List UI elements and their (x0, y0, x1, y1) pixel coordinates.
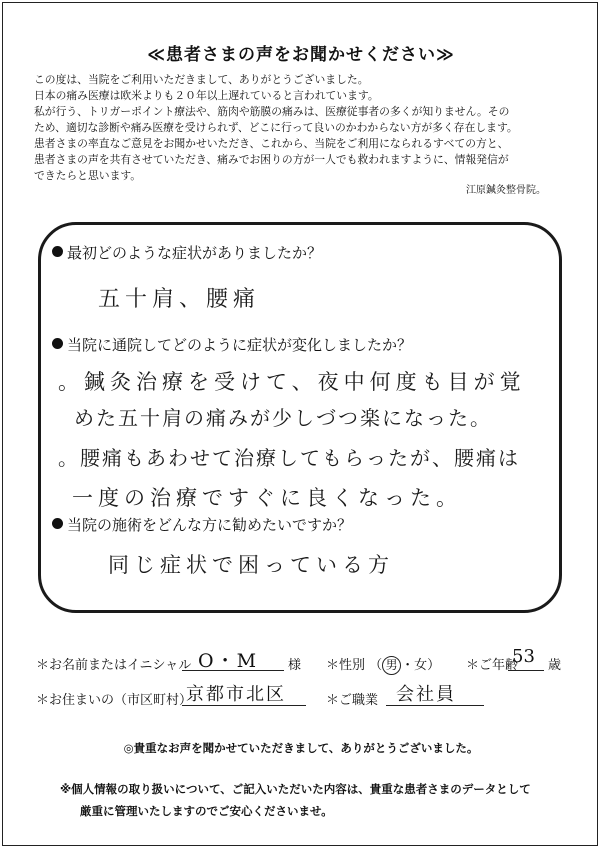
answer-1: 五十肩、腰痛 (98, 287, 261, 312)
answer-2-line: 。腰痛もあわせて治療してもらったが、腰痛は (58, 446, 520, 470)
thanks-text: ◎貴重なお声を聞かせていただきまして、ありがとうございました。 (123, 741, 479, 755)
bullet-icon (52, 518, 63, 529)
answer-2-line: 。鍼灸治療を受けて、夜中何度も目が覚 (58, 370, 526, 394)
privacy-notice (60, 778, 560, 822)
question-3 (52, 514, 352, 535)
intro-line: 患者さまの率直なご意見をお聞かせいただき、これから、当院をご利用になられるすべての方と、 (34, 137, 509, 150)
age-value: 53 (512, 646, 535, 667)
intro-text (34, 72, 564, 184)
gender-male-circled: 男 (382, 656, 401, 675)
name-value: O・M (198, 650, 259, 672)
gender-open: （ (369, 658, 383, 673)
gender-label: ＊性別 (326, 658, 366, 673)
address-underline (182, 705, 306, 706)
intro-line: 私が行う、トリガーポイント療法や、筋肉や筋膜の痛みは、医療従事者の多くが知りません。その (34, 105, 510, 118)
job-underline (386, 705, 484, 706)
question-3-text: 当院の施術をどんな方に勧めたいですか？ (67, 516, 353, 534)
bullet-icon (52, 338, 63, 349)
name-suffix: 様 (288, 658, 302, 673)
address-value: 京都市北区 (186, 684, 286, 705)
intro-line: できたらと思います。 (34, 169, 142, 182)
name-underline (182, 670, 284, 671)
clinic-signature: 江原鍼灸整骨院。 (466, 185, 546, 196)
question-2 (52, 334, 412, 355)
job-value: 会社員 (396, 684, 456, 705)
question-2-text: 当院に通院してどのように症状が変化しましたか？ (67, 336, 413, 354)
age-underline (508, 670, 544, 671)
name-label: ＊お名前またはイニシャル (36, 658, 192, 673)
intro-line: 患者さまの声を共有させていただき、痛みでお困りの方が一人でも救われますように、情報発信が (34, 153, 509, 166)
question-1 (52, 242, 322, 263)
address-label: ＊お住まいの（市区町村） (36, 693, 193, 708)
intro-line: 日本の痛み医療は欧米よりも２０年以上遅れていると言われています。 (34, 89, 379, 102)
gender-female: ・女） (401, 658, 441, 673)
intro-line: ため、適切な診断や痛み医療を受けられず、どこに行って良いのかわからない方が多く存在します。 (34, 121, 518, 134)
bullet-icon (52, 246, 63, 257)
question-1-text: 最初どのような症状がありましたか？ (67, 244, 323, 262)
age-suffix: 歳 (548, 658, 562, 673)
privacy-line-1: ※個人情報の取り扱いについて、ご記入いただいた内容は、貴重な患者さまのデータとして (60, 782, 531, 796)
privacy-line-2: 厳重に管理いたしますのでご安心くださいませ。 (80, 804, 333, 818)
intro-line: この度は、当院をご利用いただきまして、ありがとうございました。 (34, 73, 369, 86)
page-title: ≪患者さまの声をお聞かせください≫ (147, 45, 455, 65)
age-label: ＊ご年齢 (466, 658, 519, 673)
answer-2-line: 一度の治療ですぐに良くなった。 (72, 486, 462, 510)
answer-3: 同じ症状で困っている方 (108, 553, 394, 577)
job-label: ＊ご職業 (326, 693, 379, 708)
gender-field (326, 654, 440, 675)
answer-2-line: めた五十肩の痛みが少しづつ楽になった。 (74, 406, 492, 430)
